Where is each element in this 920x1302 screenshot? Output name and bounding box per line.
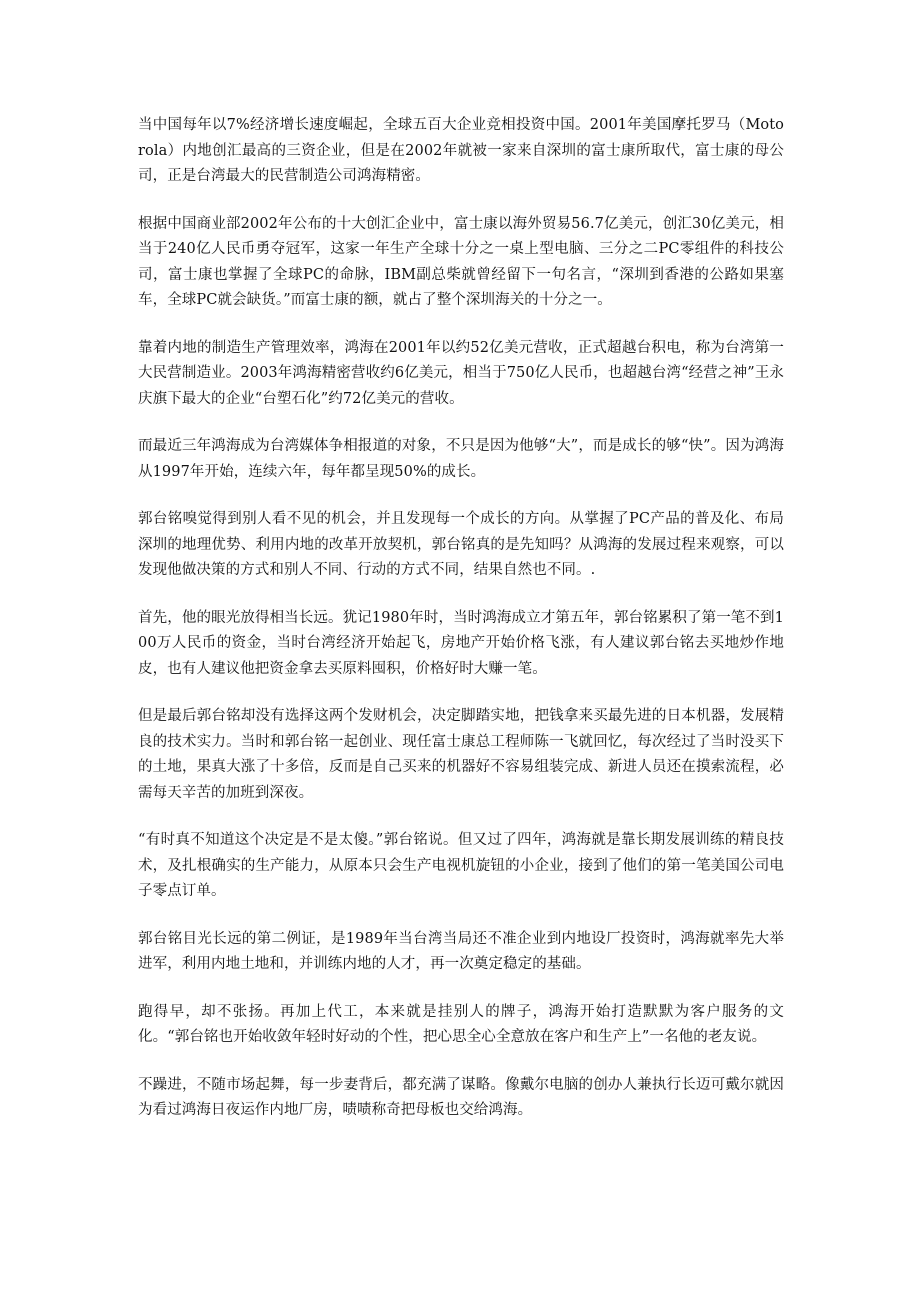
paragraph-6: 首先，他的眼光放得相当长远。犹记1980年时，当时鸿海成立才第五年，郭台铭累积了第一笔不到100万人民币的资金，当时台湾经济开始起飞，房地产开始价格飞涨，有人建议郭台铭去买地炒作地皮，也有人建议他把资金拿去买原料囤积，价格好时大赚一笔。	[138, 609, 784, 677]
paragraph-5: 郭台铭嗅觉得到别人看不见的机会，并且发现每一个成长的方向。从掌握了PC产品的普及化、布局深圳的地理优势、利用内地的改革开放契机，郭台铭真的是先知吗？从鸿海的发展过程来观察，可以发现他做决策的方式和别人不同、行动的方式不同，结果自然也不同。.	[138, 511, 784, 578]
paragraph-3: 靠着内地的制造生产管理效率，鸿海在2001年以约52亿美元营收，正式超越台积电，称为台湾第一大民营制造业。2003年鸿海精密营收约6亿美元，相当于750亿人民币，也超越台湾“经营之神”王永庆旗下最大的企业“台塑石化”约72亿美元的营收。	[138, 339, 784, 407]
paragraph-7: 但是最后郭台铭却没有选择这两个发财机会，决定脚踏实地，把钱拿来买最先进的日本机器，发展精良的技术实力。当时和郭台铭一起创业、现任富士康总工程师陈一飞就回忆，每次经过了当时没买下的土地，果真大涨了十多倍，反而是自己买来的机器好不容易组装完成、新进人员还在摸索流程，必需每天辛苦的加班到深夜。	[138, 708, 784, 801]
paragraph-1: 当中国每年以7%经济增长速度崛起，全球五百大企业竞相投资中国。2001年美国摩托罗马（Motorola）内地创汇最高的三资企业，但是在2002年就被一家来自深圳的富士康所取代，富士康的母公司，正是台湾最大的民营制造公司鸿海精密。	[138, 117, 784, 184]
paragraph-11: 不躁进，不随市场起舞，每一步妻背后，都充满了谋略。像戴尔电脑的创办人兼执行长迈可戴尔就因为看过鸿海日夜运作内地厂房，啧啧称奇把母板也交给鸿海。	[138, 1076, 784, 1118]
paragraph-2: 根据中国商业部2002年公布的十大创汇企业中，富士康以海外贸易56.7亿美元，创汇30亿美元，相当于240亿人民币勇夺冠军，这家一年生产全球十分之一桌上型电脑、三分之二PC零组件的科技公司，富士康也掌握了全球PC的命脉，IBM副总柴就曾经留下一句名言，“深圳到香港的公路如果塞车，全球PC就会缺货。”而富士康的额，就占了整个深圳海关的十分之一。	[138, 215, 784, 308]
article-body	[138, 113, 784, 1146]
paragraph-9: 郭台铭目光长远的第二例证，是1989年当台湾当局还不准企业到内地设厂投资时，鸿海就率先大举进军，利用内地土地和，并训练内地的人才，再一次奠定稳定的基础。	[138, 930, 784, 972]
paragraph-8: “有时真不知道这个决定是不是太傻。”郭台铭说。但又过了四年，鸿海就是靠长期发展训练的精良技术，及扎根确实的生产能力，从原本只会生产电视机旋钮的小企业，接到了他们的第一笔美国公司电子零点订单。	[138, 832, 784, 899]
paragraph-4: 而最近三年鸿海成为台湾媒体争相报道的对象，不只是因为他够“大”，而是成长的够“快”。因为鸿海从1997年开始，连续六年，每年都呈现50%的成长。	[138, 438, 784, 480]
paragraph-10: 跑得早，却不张扬。再加上代工，本来就是挂别人的牌子，鸿海开始打造默默为客户服务的文化。“郭台铭也开始收敛年轻时好动的个性，把心思全心全意放在客户和生产上”一名他的老友说。	[138, 1003, 784, 1045]
